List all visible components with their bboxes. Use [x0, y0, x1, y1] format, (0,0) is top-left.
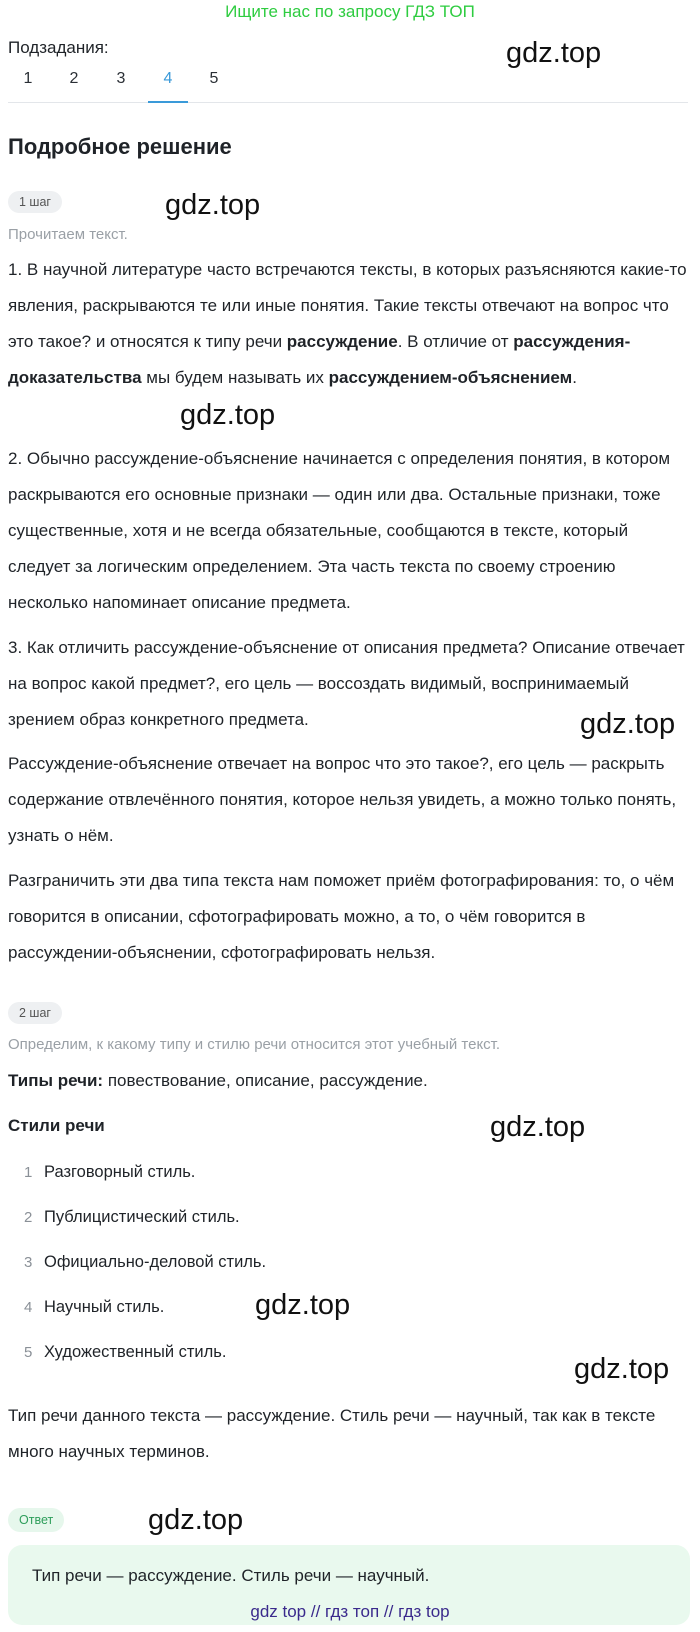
conclusion-paragraph: Тип речи данного текста — рассуждение. Стиль речи — научный, так как в тексте много научных терминов.: [8, 1406, 656, 1461]
watermark: gdz.top: [490, 1111, 586, 1143]
footer-link[interactable]: gdz top: [250, 1602, 307, 1621]
step-2-badge: 2 шаг: [8, 1002, 62, 1024]
footer-link[interactable]: гдз top: [398, 1602, 450, 1621]
watermark: gdz.top: [580, 708, 676, 740]
paragraph-2: 2. Обычно рассуждение-объяснение начинается с определения понятия, в котором раскрываются его основные признаки — один или два. Остальные признаки, тоже существенные, хотя и не всегда обязательные, сообщаются в тексте, который следует за логическим определением. Эта часть текста по своему строению несколько напоминает описание предмета.: [8, 449, 671, 612]
speech-styles-label: Стили речи: [8, 1116, 105, 1135]
paragraph-4: Рассуждение-объяснение отвечает на вопрос что это такое?, его цель — раскрыть содержание отвлечённого понятия, которое нельзя увидеть, а можно только понять, узнать о нём.: [8, 754, 677, 845]
tab-3[interactable]: 3: [116, 70, 126, 87]
footer-separator: //: [383, 1602, 394, 1621]
list-item: 4 Научный стиль.: [24, 1298, 165, 1316]
paragraph-3: 3. Как отличить рассуждение-объяснение от описания предмета? Описание отвечает на вопрос какой предмет?, его цель — воссоздать видимый, воспринимаемый зрением образ конкретного предмета.: [8, 638, 685, 729]
tab-1[interactable]: 1: [23, 70, 33, 87]
page-title: Подробное решение: [8, 134, 232, 159]
search-banner: Ищите нас по запросу ГДЗ ТОП: [225, 2, 475, 21]
list-item: 1 Разговорный стиль.: [24, 1163, 196, 1181]
footer-separator: //: [310, 1602, 321, 1621]
subtasks-label: Подзадания:: [8, 38, 109, 57]
list-item: 3 Официально-деловой стиль.: [24, 1253, 267, 1271]
step-1-lead: Прочитаем текст.: [8, 226, 128, 243]
footer-links: [0, 1602, 700, 1622]
watermark: gdz.top: [574, 1353, 670, 1385]
list-item: 5 Художественный стиль.: [24, 1343, 227, 1361]
watermark: gdz.top: [148, 1504, 244, 1536]
tab-4[interactable]: 4: [148, 66, 188, 103]
tab-5[interactable]: 5: [209, 70, 219, 87]
watermark: gdz.top: [165, 189, 261, 221]
subtask-tabs: [8, 66, 688, 103]
watermark: gdz.top: [506, 37, 602, 69]
tab-2[interactable]: 2: [69, 70, 79, 87]
watermark: gdz.top: [255, 1289, 351, 1321]
answer-text: Тип речи — рассуждение. Стиль речи — научный.: [32, 1566, 430, 1585]
paragraph-5: Разграничить эти два типа текста нам поможет приём фотографирования: то, о чём говорится в описании, сфотографировать можно, а то, о чём говорится в рассуждении-объяснении, сфотографировать нельзя.: [8, 871, 675, 962]
footer-link[interactable]: гдз топ: [325, 1602, 380, 1621]
step-1-badge: 1 шаг: [8, 191, 62, 213]
speech-types: Типы речи: повествование, описание, рассуждение.: [8, 1071, 428, 1090]
step-2-lead: Определим, к какому типу и стилю речи относится этот учебный текст.: [8, 1036, 501, 1053]
paragraph-1: 1. В научной литературе часто встречаются тексты, в которых разъясняются какие-то явления, раскрываются те или иные понятия. Такие тексты отвечают на вопрос что это такое? и относятся к типу речи рассуждение. В отличие от рассуждения-доказательства мы будем называть их рассуждением-объяснением.: [8, 260, 687, 387]
watermark: gdz.top: [180, 399, 276, 431]
answer-badge: Ответ: [8, 1508, 64, 1532]
list-item: 2 Публицистический стиль.: [24, 1208, 240, 1226]
